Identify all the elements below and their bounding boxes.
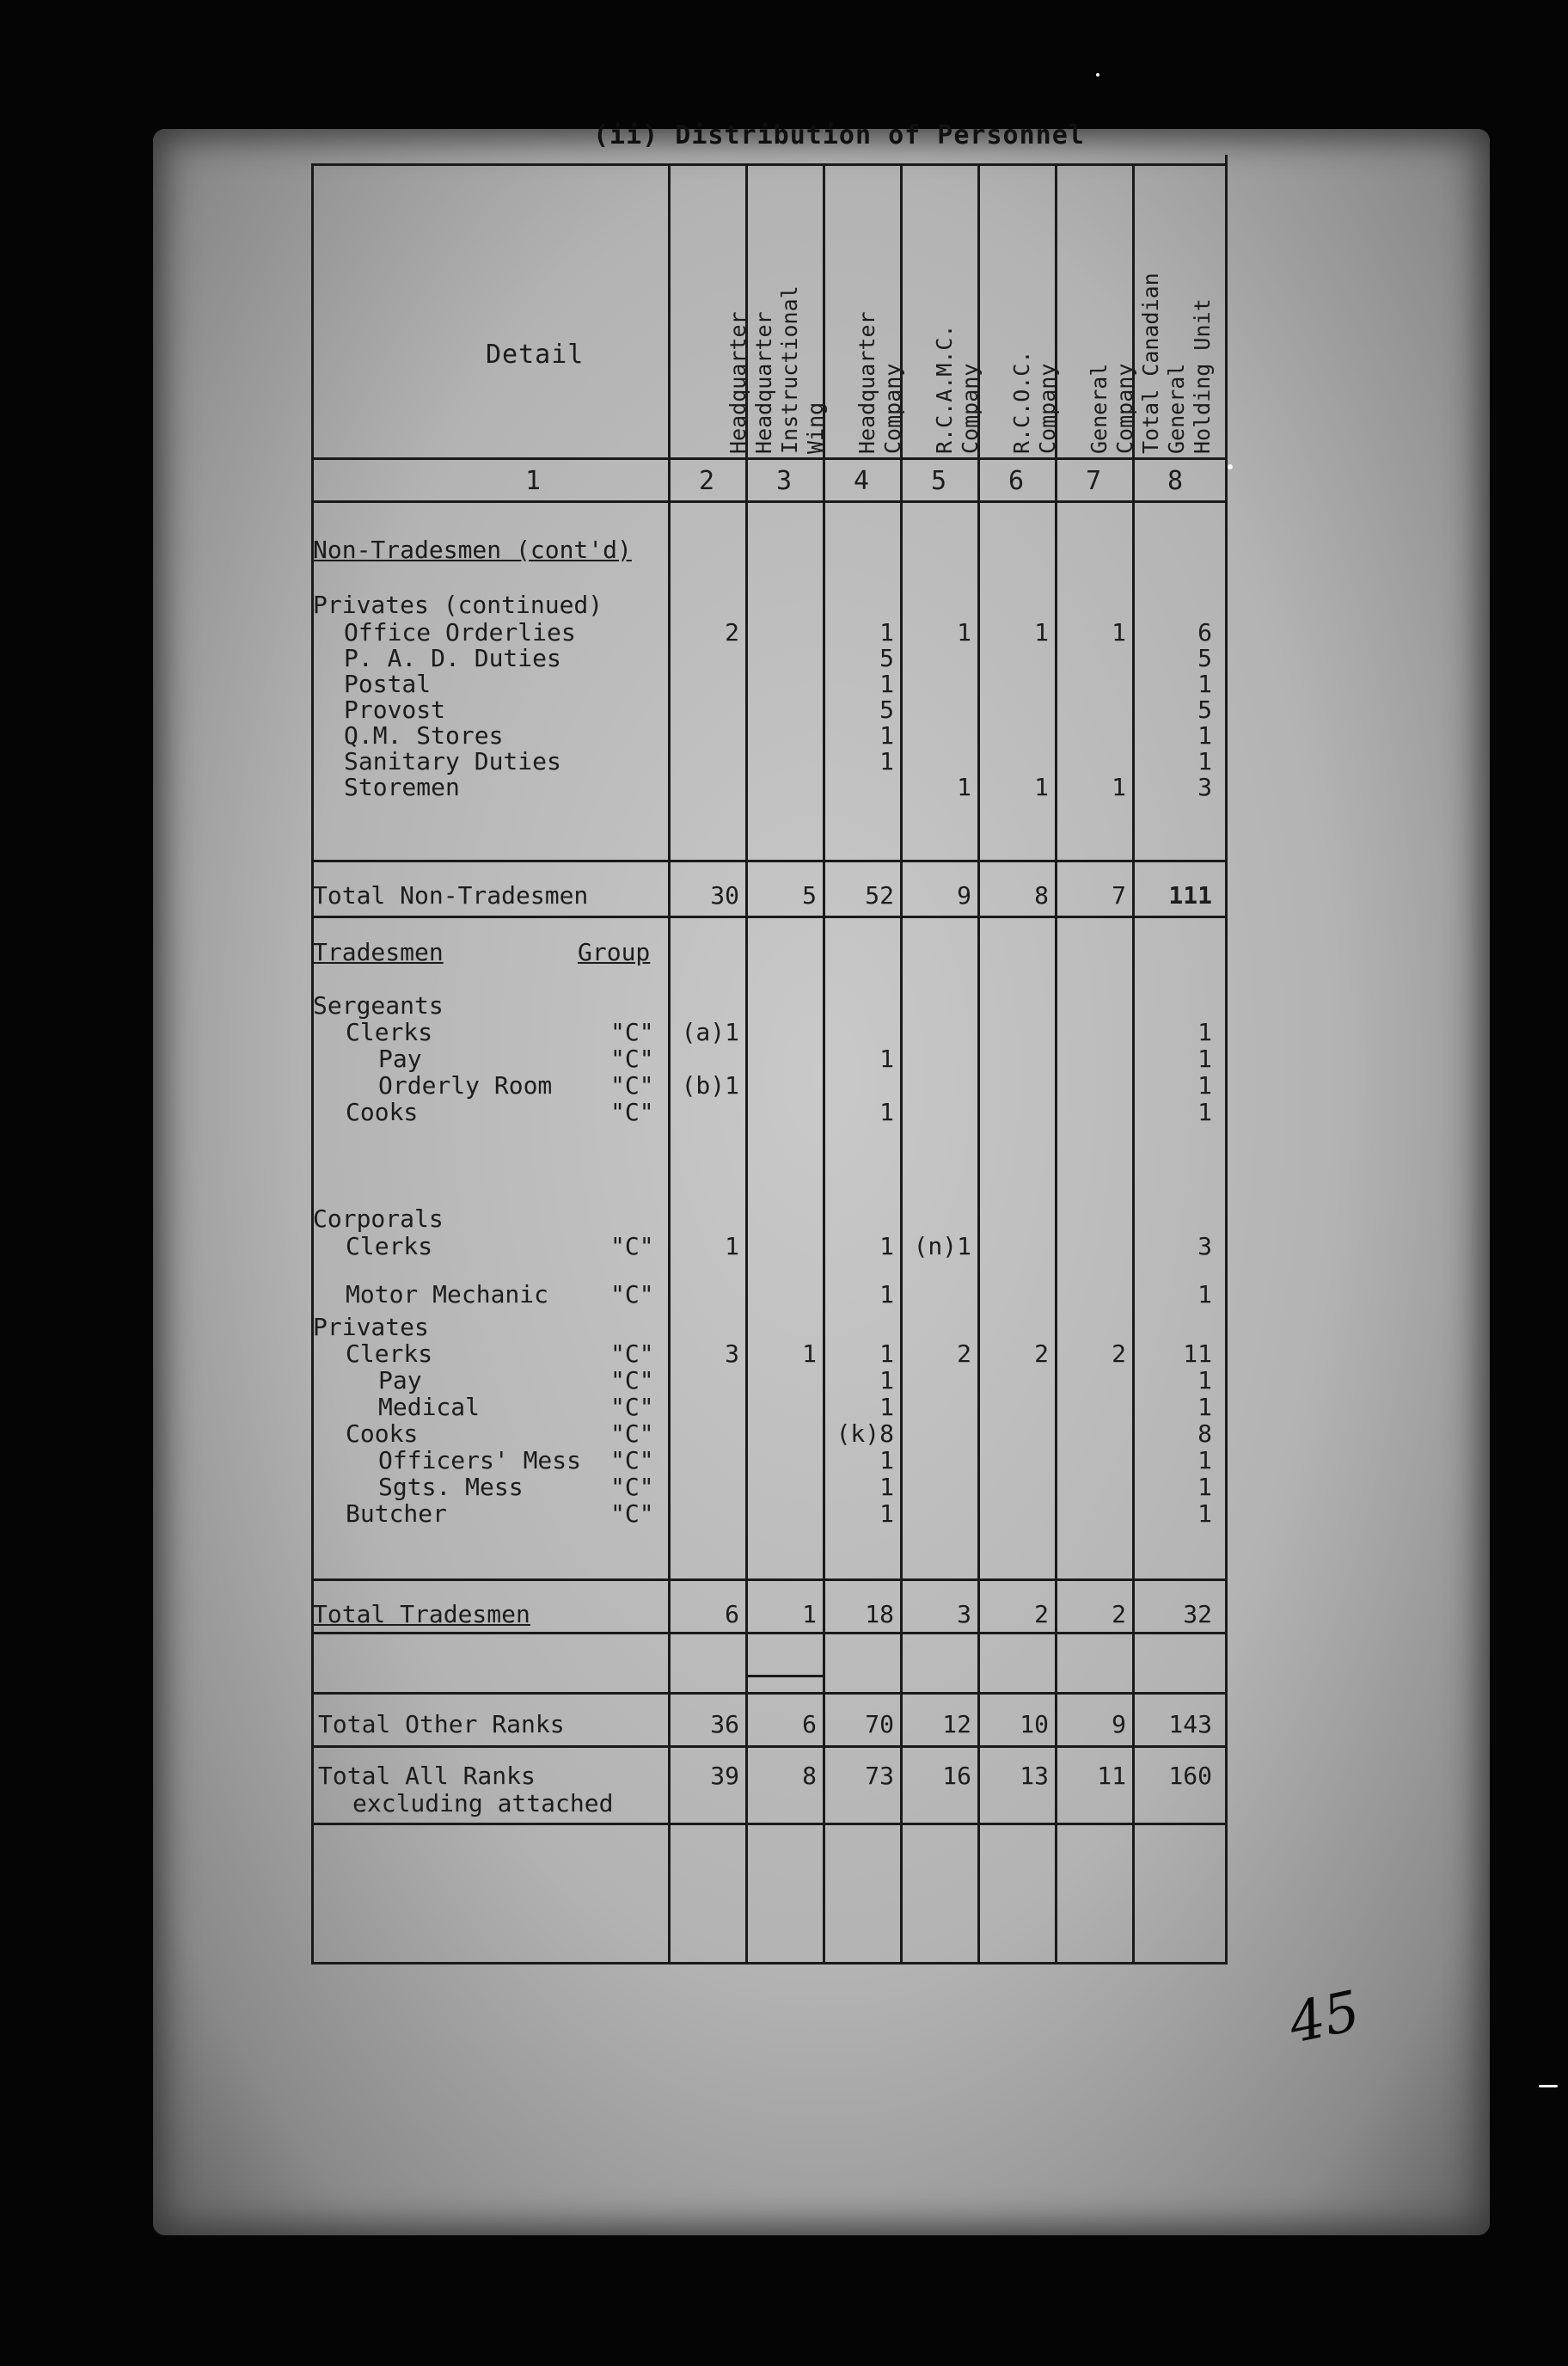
group-value: "C" (610, 1098, 654, 1126)
group-value: "C" (610, 1499, 654, 1528)
cell-value: 73 (865, 1762, 894, 1790)
header-rule (311, 500, 1228, 503)
row-label: Provost (344, 696, 446, 724)
row-label: Postal (344, 670, 432, 698)
cell-value: 9 (957, 881, 971, 910)
row-rule (311, 1692, 1228, 1695)
cell-value: 1 (879, 1280, 894, 1309)
cell-value: 1 (1197, 721, 1212, 750)
total-row-label: Total Tradesmen (313, 1600, 530, 1628)
group-value: "C" (610, 1071, 654, 1100)
cell-value: 1 (879, 1232, 894, 1260)
cell-value: 3 (957, 1600, 971, 1628)
cell-value: 36 (710, 1710, 739, 1738)
cell-value: 8 (1197, 1419, 1212, 1448)
column-number: 7 (1085, 466, 1102, 496)
cell-value: 5 (1197, 644, 1212, 672)
cell-value: 1 (879, 721, 894, 750)
group-value: "C" (610, 1419, 654, 1448)
cell-value: 1 (879, 1473, 894, 1501)
cell-value: 5 (802, 881, 817, 910)
cell-value: 1 (1197, 1366, 1212, 1394)
cell-value: 1 (879, 1339, 894, 1368)
cell-value: 1 (1197, 1018, 1212, 1046)
row-rule (311, 1823, 1228, 1825)
cell-value: 16 (942, 1762, 971, 1790)
group-value: "C" (610, 1280, 654, 1309)
cell-value: 1 (879, 1045, 894, 1073)
page-title: (ii) Distribution of Personnel (593, 120, 1085, 150)
row-label: Office Orderlies (344, 618, 576, 647)
row-rule (311, 916, 1228, 918)
cell-value: 1 (1112, 773, 1126, 801)
cell-value: (b)1 (681, 1071, 739, 1100)
cell-value: 5 (879, 696, 894, 724)
cell-value: 1 (879, 747, 894, 775)
cell-value: 1 (879, 1446, 894, 1474)
column-header-headquarter: Headquarter (726, 311, 750, 454)
column-number: 5 (930, 466, 947, 496)
cell-value: 2 (957, 1339, 971, 1368)
cell-value: 1 (879, 670, 894, 698)
total-row-label: Total Other Ranks (318, 1710, 565, 1738)
cell-value: 1 (957, 773, 971, 801)
row-rule (311, 1632, 1228, 1634)
column-header-total-cghu: Total Canadian General Holding Unit (1138, 273, 1215, 454)
total-row-sublabel: excluding attached (352, 1789, 614, 1817)
cell-value: 2 (1112, 1339, 1126, 1368)
cell-value: 3 (725, 1339, 739, 1368)
cell-value: 11 (1183, 1339, 1212, 1368)
cell-value: 3 (1197, 1232, 1212, 1260)
cell-value: (n)1 (913, 1232, 971, 1260)
cell-value: 1 (802, 1600, 817, 1628)
cell-value: 1 (1197, 1098, 1212, 1126)
cell-value: 1 (1197, 670, 1212, 698)
row-label: Q.M. Stores (344, 721, 504, 750)
cell-value: 3 (1197, 773, 1212, 801)
cell-value: 1 (1197, 1071, 1212, 1100)
subsection-heading: Corporals (313, 1204, 444, 1233)
row-label: Orderly Room (378, 1071, 553, 1100)
group-value: "C" (610, 1366, 654, 1394)
subsection-heading: Privates (313, 1313, 429, 1341)
cell-value: 8 (1034, 881, 1049, 910)
cell-value: 1 (879, 1499, 894, 1528)
cell-value: 13 (1020, 1762, 1049, 1790)
dust-speck (1096, 73, 1099, 77)
cell-value: 1 (1034, 618, 1049, 647)
group-heading: Group (578, 938, 651, 966)
page-number: 45 (1283, 1979, 1366, 2056)
column-header-rcamc-company: R.C.A.M.C. Company (932, 324, 983, 454)
dust-speck (1228, 464, 1233, 469)
cell-value: 9 (1112, 1710, 1126, 1738)
column-header-rcoc-company: R.C.O.C. Company (1009, 350, 1060, 454)
cell-value: 1 (957, 618, 971, 647)
row-label: Pay (378, 1045, 422, 1073)
cell-value: 1 (879, 1366, 894, 1394)
column-number: 3 (775, 466, 793, 496)
cell-value: 1 (725, 1232, 739, 1260)
group-value: "C" (610, 1393, 654, 1421)
cell-value: 30 (710, 881, 739, 910)
cell-value: 1 (879, 1393, 894, 1421)
header-rule (311, 457, 1228, 460)
cell-value: 5 (1197, 696, 1212, 724)
group-value: "C" (610, 1045, 654, 1073)
cell-value: 11 (1097, 1762, 1126, 1790)
cell-value: 2 (1034, 1339, 1049, 1368)
row-label: Cooks (346, 1098, 419, 1126)
cell-value: 1 (1197, 1473, 1212, 1501)
group-value: "C" (610, 1473, 654, 1501)
cell-value: 2 (725, 618, 739, 647)
cell-value: 6 (1197, 618, 1212, 647)
cell-value: 1 (1197, 1045, 1212, 1073)
row-label: Butcher (346, 1499, 448, 1528)
cell-value: 10 (1020, 1710, 1049, 1738)
cell-value: 1 (1197, 1393, 1212, 1421)
column-number: 1 (524, 466, 542, 496)
table-border-bottom (311, 1962, 1228, 1965)
cell-value: 2 (1112, 1600, 1126, 1628)
cell-value: 6 (725, 1600, 739, 1628)
cell-value: 1 (1034, 773, 1049, 801)
column-number: 8 (1167, 466, 1184, 496)
row-label: Cooks (346, 1419, 419, 1448)
cell-value: 1 (1197, 1280, 1212, 1309)
column-number: 2 (698, 466, 715, 496)
cell-value: 1 (879, 1098, 894, 1126)
cell-value: 1 (802, 1339, 817, 1368)
cell-value: 1 (1197, 1446, 1212, 1474)
row-rule (311, 860, 1228, 862)
group-value: "C" (610, 1232, 654, 1260)
cell-value: 70 (865, 1710, 894, 1738)
subsection-heading: Privates (continued) (313, 591, 603, 619)
row-label: Medical (378, 1393, 481, 1421)
row-label: Motor Mechanic (346, 1280, 549, 1309)
section-heading: Tradesmen (313, 938, 444, 966)
group-value: "C" (610, 1339, 654, 1368)
cell-value: 1 (1197, 747, 1212, 775)
cell-value: (k)8 (836, 1419, 894, 1448)
cell-value: 160 (1168, 1762, 1212, 1790)
column-number: 4 (853, 466, 870, 496)
row-label: Pay (378, 1366, 422, 1394)
cell-value: 8 (802, 1762, 817, 1790)
cell-value: 39 (710, 1762, 739, 1790)
row-rule (311, 1745, 1228, 1748)
detail-header: Detail (486, 340, 585, 370)
cell-value: 12 (942, 1710, 971, 1738)
row-label: Clerks (346, 1232, 433, 1260)
row-label: Officers' Mess (378, 1446, 582, 1474)
cell-value: 32 (1183, 1600, 1212, 1628)
cell-value: (a)1 (681, 1018, 739, 1046)
row-label: Storemen (344, 773, 460, 801)
column-number: 6 (1008, 466, 1025, 496)
row-label: Sgts. Mess (378, 1473, 524, 1501)
cell-value: 143 (1168, 1710, 1212, 1738)
cell-value: 7 (1112, 881, 1126, 910)
group-value: "C" (610, 1446, 654, 1474)
cell-value: 18 (865, 1600, 894, 1628)
total-row-label: Total All Ranks (318, 1762, 536, 1790)
column-header-general-company: General Company (1087, 363, 1137, 454)
cell-value: 111 (1168, 881, 1212, 910)
row-label: P. A. D. Duties (344, 644, 561, 672)
cell-value: 6 (802, 1710, 817, 1738)
row-rule (311, 1578, 1228, 1581)
row-label: Sanitary Duties (344, 747, 561, 775)
column-header-hq-company: Headquarter Company (854, 311, 905, 454)
row-label: Clerks (346, 1018, 433, 1046)
dust-speck (1539, 2085, 1558, 2087)
table-border-top (311, 163, 1228, 166)
cell-value: 2 (1034, 1600, 1049, 1628)
group-value: "C" (610, 1018, 654, 1046)
section-heading: Non-Tradesmen (cont'd) (313, 536, 632, 564)
cell-value: 52 (865, 881, 894, 910)
cell-value: 1 (1197, 1499, 1212, 1528)
column-header-hq-instructional-wing: Headquarter Instructional Wing (751, 285, 828, 454)
total-row-label: Total Non-Tradesmen (313, 881, 589, 910)
cell-value: 5 (879, 644, 894, 672)
row-label: Clerks (346, 1339, 433, 1368)
cell-value: 1 (879, 618, 894, 647)
row-rule (748, 1675, 825, 1677)
subsection-heading: Sergeants (313, 991, 444, 1020)
cell-value: 1 (1112, 618, 1126, 647)
